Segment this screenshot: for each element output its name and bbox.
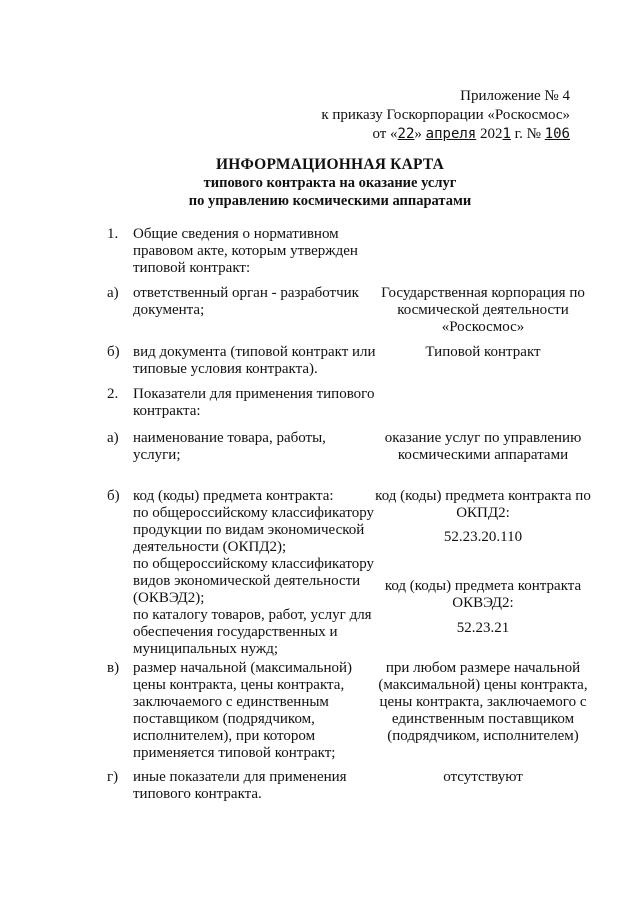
- okved-label: [372, 578, 594, 612]
- text-line: (ОКВЭД2);: [133, 590, 205, 606]
- text-line: Государственная корпорация по: [381, 285, 585, 301]
- text-line: код (коды) предмета контракта:: [133, 488, 334, 504]
- text-line: видов экономической деятельности: [133, 573, 361, 589]
- text-line: цены контракта, цены контракта,: [133, 677, 345, 693]
- row-number: 2.: [107, 386, 119, 402]
- row-left-text: [133, 430, 373, 464]
- title-sub-2: по управлению космическими аппаратами: [188, 193, 472, 209]
- text-line: (подрядчиком, исполнителем): [387, 728, 579, 744]
- text-line: по общероссийскому классификатору: [133, 505, 375, 521]
- text-line: «Роскосмос»: [441, 319, 525, 335]
- text-line: продукции по видам экономической: [133, 522, 365, 538]
- text-line: контракта:: [133, 403, 201, 419]
- text-line: обеспечения государственных и: [133, 624, 338, 640]
- text-line: деятельности (ОКПД2);: [133, 539, 287, 555]
- document-title: [80, 156, 580, 210]
- appendix-number: Приложение № 4: [460, 88, 570, 104]
- text-line: типового контракта.: [133, 786, 262, 802]
- row-left-text: [133, 769, 373, 803]
- row-right-text: [372, 660, 594, 745]
- date-day: 22: [397, 126, 415, 142]
- appendix-header: [300, 87, 570, 144]
- order-number: 106: [544, 126, 570, 142]
- row-number: а): [107, 430, 119, 446]
- text-line: ОКВЭД2:: [452, 595, 514, 611]
- text-line: при любом размере начальной: [385, 660, 581, 676]
- row-left-text: [133, 488, 373, 658]
- text-line: правовом акте, которым утвержден: [133, 243, 358, 259]
- text-line: ответственный орган - разработчик: [133, 285, 359, 301]
- row-right-text: [372, 769, 594, 786]
- okved-code: 52.23.21: [456, 620, 510, 636]
- row-number: а): [107, 285, 119, 301]
- date-prefix: от «: [372, 126, 398, 142]
- text-line: оказание услуг по управлению: [384, 430, 582, 446]
- text-line: ОКПД2:: [456, 505, 510, 521]
- row-number: в): [107, 660, 120, 676]
- text-line: наименование товара, работы,: [133, 430, 326, 446]
- text-line: код (коды) предмета контракта: [384, 578, 582, 594]
- date-month: апреля: [425, 126, 477, 142]
- row-number: б): [107, 344, 120, 360]
- row-left-text: [133, 344, 376, 378]
- row-right-text: [372, 344, 594, 361]
- text-line: поставщиком (подрядчиком,: [133, 711, 315, 727]
- row-number: г): [107, 769, 119, 785]
- text-line: вид документа (типовой контракт или: [133, 344, 376, 360]
- text-line: по общероссийскому классификатору: [133, 556, 375, 572]
- row-left-text: [133, 386, 373, 420]
- row-number: 1.: [107, 226, 119, 242]
- text-line: единственным поставщиком: [391, 711, 575, 727]
- text-line: код (коды) предмета контракта по: [375, 488, 591, 504]
- row-right-text: [372, 430, 594, 464]
- row-left-text: [133, 226, 373, 277]
- title-main: ИНФОРМАЦИОННАЯ КАРТА: [215, 156, 445, 173]
- text-line: иные показатели для применения: [133, 769, 347, 785]
- text-line: документа;: [133, 302, 205, 318]
- text-line: услуги;: [133, 447, 181, 463]
- text-line: космическими аппаратами: [397, 447, 569, 463]
- appendix-order-ref: к приказу Госкорпорации «Роскосмос»: [321, 107, 570, 123]
- row-left-text: [133, 285, 373, 319]
- text-line: цены контракта, заключаемого с: [379, 694, 587, 710]
- title-sub-1: типового контракта на оказание услуг: [203, 175, 457, 191]
- text-line: Типовой контракт: [425, 344, 541, 360]
- text-line: Показатели для применения типового: [133, 386, 375, 402]
- text-line: муниципальных нужд;: [133, 641, 279, 657]
- date-mid: »: [414, 126, 426, 142]
- text-line: типовые условия контракта).: [133, 361, 318, 377]
- text-line: (максимальной) цены контракта,: [378, 677, 588, 693]
- text-line: космической деятельности: [397, 302, 569, 318]
- okpd-label: [372, 488, 594, 522]
- date-year-prefix: 202: [476, 126, 503, 142]
- row-right-text: [372, 285, 594, 336]
- row-left-text: [133, 660, 373, 762]
- text-line: размер начальной (максимальной): [133, 660, 353, 676]
- text-line: применяется типовой контракт;: [133, 745, 336, 761]
- appendix-date-line: [300, 125, 570, 144]
- text-line: по каталогу товаров, работ, услуг для: [133, 607, 372, 623]
- date-year-last: 1: [502, 126, 511, 142]
- text-line: типовой контракт:: [133, 260, 251, 276]
- text-line: заключаемого с единственным: [133, 694, 329, 710]
- okpd-code: 52.23.20.110: [443, 529, 523, 545]
- date-suffix: г. №: [510, 126, 545, 142]
- text-line: исполнителем), при котором: [133, 728, 316, 744]
- row-number: б): [107, 488, 120, 504]
- text-line: Общие сведения о нормативном: [133, 226, 339, 242]
- text-line: отсутствуют: [443, 769, 523, 785]
